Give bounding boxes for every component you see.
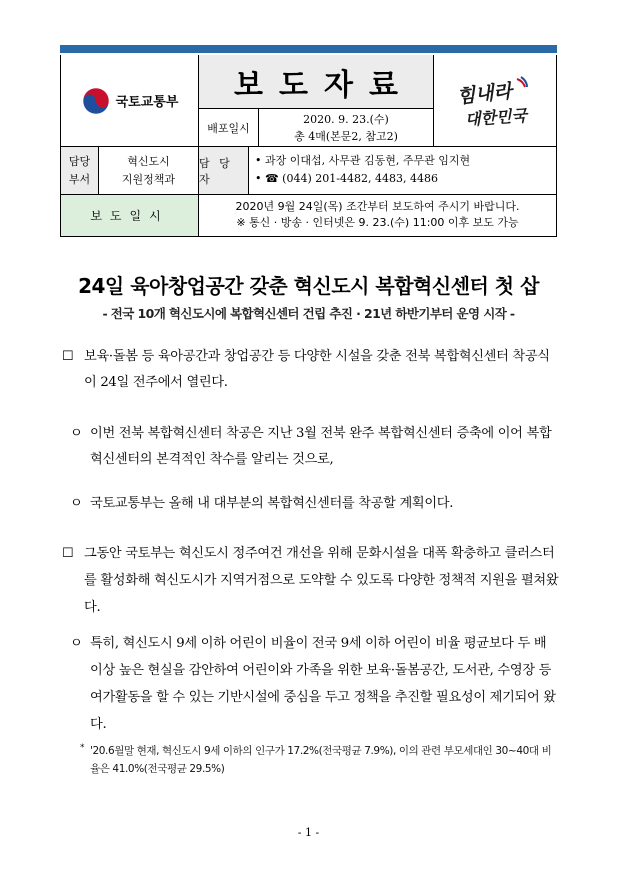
slogan-mark-icon — [447, 71, 543, 131]
checkbox-bullet-icon: ☐ — [62, 349, 74, 364]
page-number: - 1 - — [297, 826, 320, 839]
doc-type-title-cell — [199, 55, 433, 109]
distribution-info — [259, 109, 433, 147]
slogan-line1: 힘내라 — [455, 79, 513, 108]
header-top-bar — [60, 45, 557, 53]
release-label: 보도일시 — [60, 195, 199, 237]
dept-label: 담당 부서 — [60, 147, 99, 195]
release-info — [199, 195, 557, 237]
brand-slogan-cell — [433, 55, 557, 147]
headline: 24일 육아창업공간 갖춘 혁신도시 복합혁신센터 첫 삽 — [78, 274, 539, 298]
contact-phone: • ☎ (044) 201-4482, 4483, 4486 — [255, 172, 438, 185]
subheadline: - 전국 10개 혁신도시에 복합혁신센터 건립 추진 · 21년 하반기부터 운영 시작 - — [102, 306, 515, 321]
release-line1: 2020년 9월 24일(목) 조간부터 보도하여 주시기 바랍니다. — [235, 200, 520, 213]
circle-bullet-icon: ㅇ — [70, 496, 83, 511]
slogan-line2: 대한민국 — [464, 105, 528, 129]
circle-bullet-icon: ㅇ — [70, 636, 83, 651]
page-count: 총 4매(본문2, 참고2) — [294, 130, 398, 143]
distribution-label: 배포일시 — [199, 109, 259, 147]
dept-name: 혁신도시 지원정책과 — [99, 147, 199, 195]
paragraph-3: ㅇ 국토교통부는 올해 내 대부분의 복합혁신센터를 착공할 계획이다. — [70, 491, 562, 517]
footnote-mark: * — [80, 743, 85, 753]
header-table — [60, 45, 557, 237]
contact-info — [249, 147, 557, 195]
ministry-name: 국토교통부 — [115, 95, 179, 110]
paragraph-5: ㅇ 특히, 혁신도시 9세 이하 어린이 비율이 전국 9세 이하 어린이 비율 평균보다 두 배 이상 높은 현실을 감안하여 어린이와 가족을 위한 보육·돌봄공간, 도서관, 수영장 등 여가활동을 할 수 있는 기반시설에 중심을 두고 정책을 추진할 필요성이 제기되어 왔다. — [70, 630, 562, 738]
contact-label: 담 당 자 — [199, 147, 249, 195]
distribution-date: 2020. 9. 23.(수) — [303, 113, 389, 126]
ministry-logo-cell — [60, 55, 199, 147]
paragraph-4: ☐ 그동안 국토부는 혁신도시 정주여건 개선을 위해 문화시설을 대폭 확충하고 클러스터를 활성화해 혁신도시가 지역거점으로 도약할 수 있도록 다양한 정책적 지원을 펼쳐왔다. — [62, 540, 562, 621]
paragraph-2: ㅇ 이번 전북 복합혁신센터 착공은 지난 3월 전북 완주 복합혁신센터 증축에 이어 복합혁신센터의 본격적인 착수를 알리는 것으로, — [70, 421, 562, 473]
footnote: * '20.6월말 현재, 혁신도시 9세 이하의 인구가 17.2%(전국평균 7.9%), 이의 관련 부모세대인 30~40대 비율은 41.0%(전국평균 29.5%) — [80, 742, 560, 778]
circle-bullet-icon: ㅇ — [70, 426, 83, 441]
paragraph-1: ☐ 보육·돌봄 등 육아공간과 창업공간 등 다양한 시설을 갖춘 전북 복합혁신센터 착공식이 24일 전주에서 열린다. — [62, 344, 562, 396]
contact-people: • 과장 이대섭, 사무관 김동현, 주무관 임지현 — [255, 154, 471, 167]
doc-type-title: 보도자료 — [234, 67, 414, 103]
ministry-emblem-icon — [81, 86, 111, 116]
checkbox-bullet-icon: ☐ — [62, 546, 74, 561]
release-line2: ※ 통신 · 방송 · 인터넷은 9. 23.(수) 11:00 이후 보도 가능 — [236, 216, 519, 229]
